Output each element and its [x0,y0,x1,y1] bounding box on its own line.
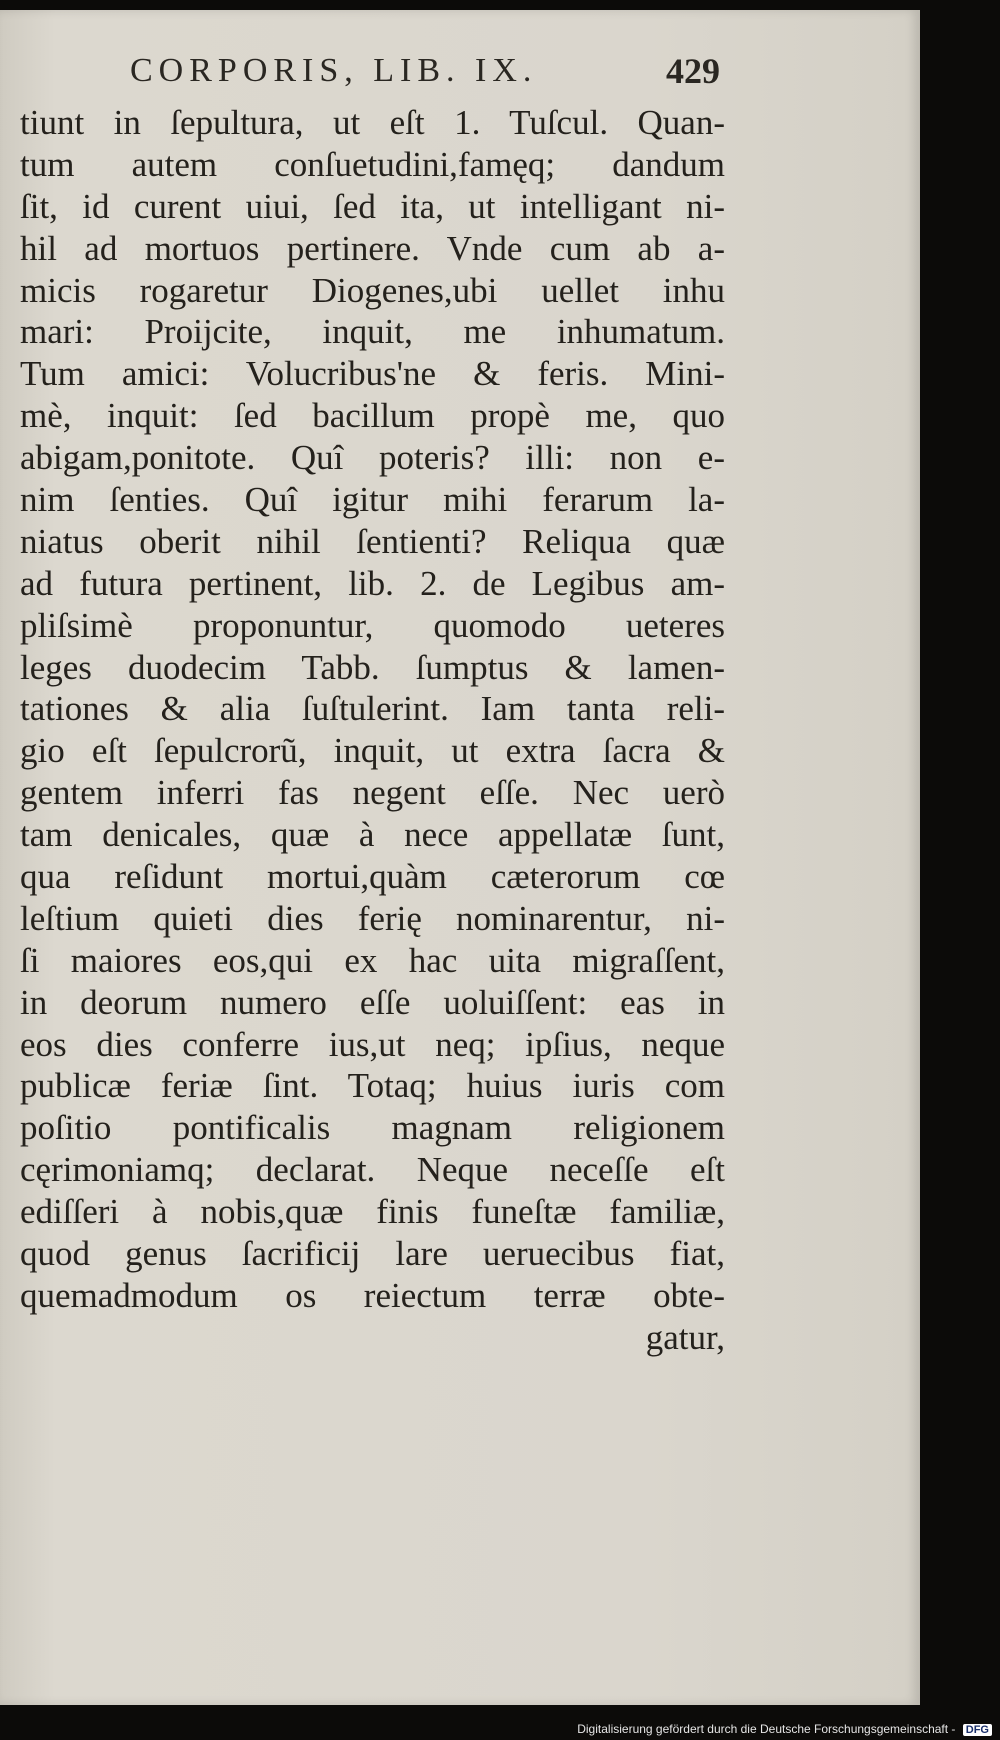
text-line: tationes & alia ſuſtulerint. Iam tanta reli- [20,689,725,729]
text-line: Tum amici: Volucribus'ne & feris. Mini- [20,354,725,394]
text-line: eos dies conferre ius,ut neq; ipſius, neque [20,1024,725,1064]
text-line: poſitio pontificalis magnam religionem [20,1108,725,1148]
book-page [0,10,920,1705]
text-line: tum autem conſuetudini,famęq; dandum [20,144,725,184]
page-number: 429 [666,51,720,91]
text-line: mè, inquit: ſed bacillum propè me, quo [20,396,725,436]
text-line: mari: Proijcite, inquit, me inhumatum. [20,312,725,352]
text-line: quod genus ſacrificij lare ueruecibus fiat, [20,1234,725,1274]
text-line: qua reſidunt mortui,quàm cæterorum cœ [20,857,725,897]
text-line: niatus oberit nihil ſentienti? Reliqua quæ [20,521,725,561]
text-line: publicæ feriæ ſint. Totaq; huius iuris com [20,1066,725,1106]
text-line: abigam,ponitote. Quî poteris? illi: non e- [20,438,725,478]
text-line: cęrimoniamq; declarat. Neque neceſſe eſt [20,1150,725,1190]
body-text [20,102,725,1359]
text-line: tiunt in ſepultura, ut eſt 1. Tuſcul. Quan- [20,103,725,142]
text-line: ſi maiores eos,qui ex hac uita migraſſent, [20,940,725,980]
text-line: tam denicales, quæ à nece appellatæ ſunt, [20,815,725,855]
text-line: hil ad mortuos pertinere. Vnde cum ab a- [20,228,725,268]
running-title: CORPORIS, LIB. IX. [130,52,538,89]
digitization-credit [577,1722,992,1736]
text-line: gentem inferri fas negent eſſe. Nec uerò [20,773,725,813]
text-line: micis rogaretur Diogenes,ubi uellet inhu [20,270,725,310]
text-line: ediſſeri à nobis,quæ finis funeſtæ familiæ, [20,1192,725,1232]
credit-text: Digitalisierung gefördert durch die Deutsche Forschungsgemeinschaft - [577,1722,956,1736]
page-header [130,48,720,98]
text-line: pliſsimè proponuntur, quomodo ueteres [20,605,725,645]
text-line: leſtium quieti dies ferię nominarentur, ni- [20,898,725,938]
text-line: nim ſenties. Quî igitur mihi ferarum la- [20,480,725,520]
text-line: gatur, [645,1317,725,1357]
text-line: ſit, id curent uiui, ſed ita, ut intelligant ni- [20,186,725,226]
dfg-logo-icon: DFG [963,1724,992,1736]
text-line: quemadmodum os reiectum terræ obte- [20,1275,725,1315]
text-line: in deorum numero eſſe uoluiſſent: eas in [20,982,725,1022]
text-line: gio eſt ſepulcrorũ, inquit, ut extra ſacra & [20,731,725,771]
text-line: leges duodecim Tabb. ſumptus & lamen- [20,647,725,687]
text-line: ad futura pertinent, lib. 2. de Legibus am- [20,563,725,603]
